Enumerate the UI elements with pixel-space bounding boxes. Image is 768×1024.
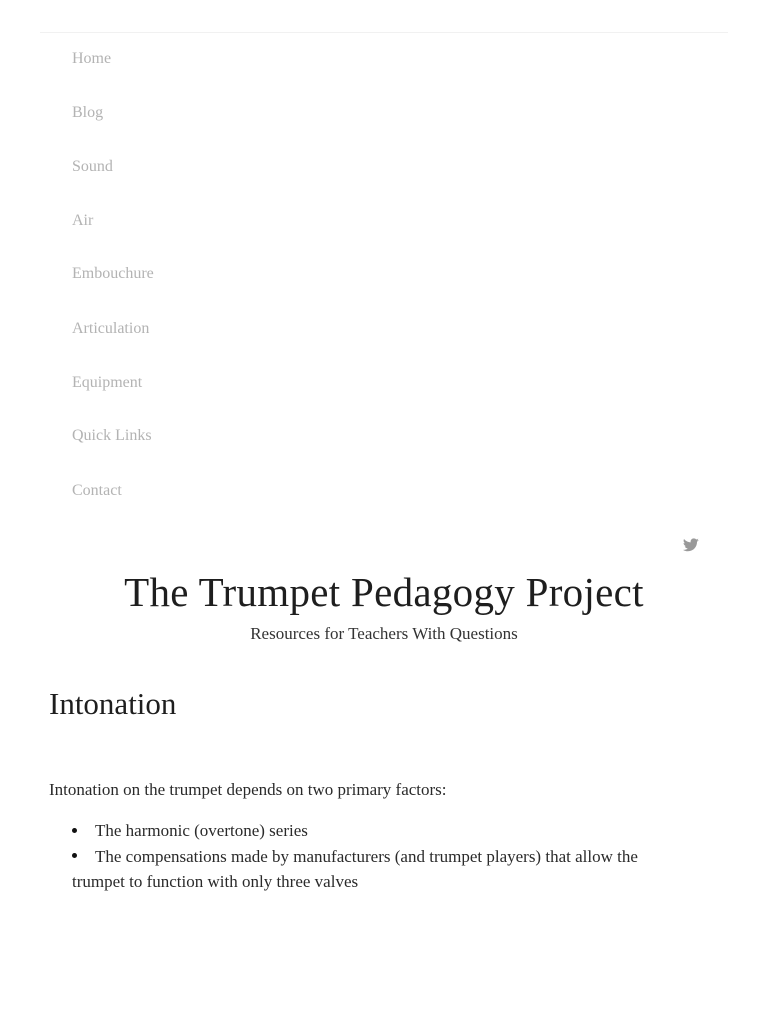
nav-item-contact[interactable]: Contact xyxy=(72,482,122,499)
list-item-text: The compensations made by manufacturers (and trumpet players) that allow the trumpet to function with only three valves xyxy=(72,846,638,891)
nav-item-home[interactable]: Home xyxy=(72,50,112,67)
factor-list xyxy=(72,818,692,895)
main-navigation xyxy=(40,32,728,499)
site-title[interactable]: The Trumpet Pedagogy Project xyxy=(124,569,644,615)
list-item xyxy=(72,844,692,895)
nav-item-sound[interactable]: Sound xyxy=(72,158,113,175)
nav-item-air[interactable]: Air xyxy=(72,212,94,229)
twitter-icon xyxy=(683,538,699,552)
nav-item-equipment[interactable]: Equipment xyxy=(72,374,143,391)
list-item xyxy=(72,818,692,844)
bullet-icon xyxy=(72,853,77,858)
nav-item-blog[interactable]: Blog xyxy=(72,104,104,121)
post-intro-text: Intonation on the trumpet depends on two primary factors: xyxy=(49,780,447,799)
twitter-link[interactable] xyxy=(683,537,699,551)
bullet-icon xyxy=(72,828,77,833)
list-item-text: The harmonic (overtone) series xyxy=(95,821,308,840)
page-title: Intonation xyxy=(49,686,177,721)
nav-item-articulation[interactable]: Articulation xyxy=(72,320,150,337)
site-tagline: Resources for Teachers With Questions xyxy=(250,624,518,643)
nav-item-embouchure[interactable]: Embouchure xyxy=(72,265,154,282)
nav-item-quick-links[interactable]: Quick Links xyxy=(72,427,152,444)
